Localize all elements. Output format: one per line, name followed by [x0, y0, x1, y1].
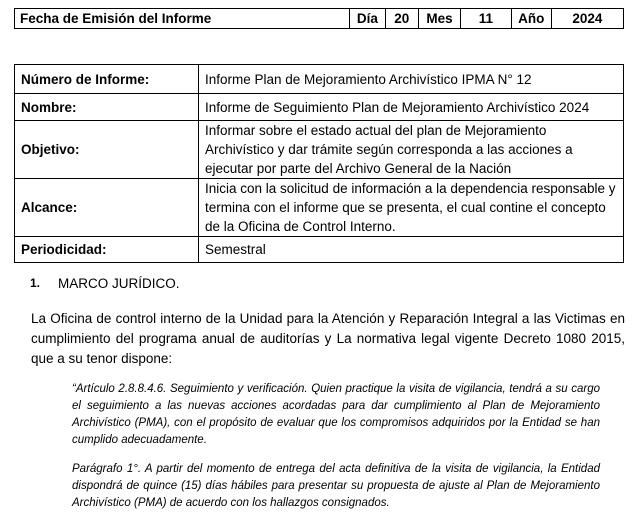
objective-value: Informar sobre el estado actual del plan de Mejoramiento Archivístico y dar trámite según corresponda a las acciones a ejecutar por parte del Archivo General de la Nación [199, 121, 624, 179]
emission-date-table [14, 8, 624, 29]
section-heading [30, 276, 180, 291]
quote-paragraph: Parágrafo 1°. A partir del momento de entrega del acta definitiva de la visita de vigilancia, la Entidad dispondrá de quince (15) días hábiles para presentar su propuesta de ajuste al Plan de Mejoramiento Archivístico (PMA) de acuerdo con los hallazgos consignados. [72, 463, 600, 509]
scope-value: Inicia con la solicitud de información a la dependencia responsable y termina con el informe que se presenta, el cual contine el concepto de la Oficina de Control Interno. [199, 179, 624, 237]
year-value: 2024 [551, 9, 623, 29]
quote-article: “Artículo 2.8.8.4.6. Seguimiento y verificación. Quien practique la visita de vigilancia, tendrá a su cargo el seguimiento a las nuevas acciones acordadas para dar cumplimiento al Plan de Mejoramiento Archivístico (PMA), con el propósito de evaluar que los compromisos adquiridos por la Entidad se han cumplido adecuadamente. [72, 383, 600, 446]
intro-paragraph: La Oficina de control interno de la Unidad para la Atención y Reparación Integral a las Victimas en cumplimiento del programa anual de auditorías y La normativa legal vigente Decreto 1080 2015, que a su tenor dispone: [31, 311, 625, 366]
emission-label: Fecha de Emisión del Informe [15, 9, 350, 29]
day-value: 20 [385, 9, 418, 29]
table-row [15, 237, 624, 263]
report-number-label: Número de Informe: [15, 65, 199, 94]
table-row [15, 179, 624, 237]
month-label: Mes [419, 9, 461, 29]
objective-label: Objetivo: [15, 121, 199, 179]
table-row [15, 65, 624, 94]
section-number: 1. [30, 276, 41, 290]
periodicity-label: Periodicidad: [15, 237, 199, 263]
table-row [15, 94, 624, 121]
table-row [15, 121, 624, 179]
section-title: MARCO JURÍDICO. [58, 276, 180, 291]
report-number-value: Informe Plan de Mejoramiento Archivístico IPMA N° 12 [199, 65, 624, 94]
day-label: Día [350, 9, 386, 29]
year-label: Año [511, 9, 551, 29]
scope-label: Alcance: [15, 179, 199, 237]
month-value: 11 [461, 9, 512, 29]
name-value: Informe de Seguimiento Plan de Mejoramiento Archivístico 2024 [199, 94, 624, 121]
report-info-table [14, 64, 624, 263]
name-label: Nombre: [15, 94, 199, 121]
periodicity-value: Semestral [199, 237, 624, 263]
